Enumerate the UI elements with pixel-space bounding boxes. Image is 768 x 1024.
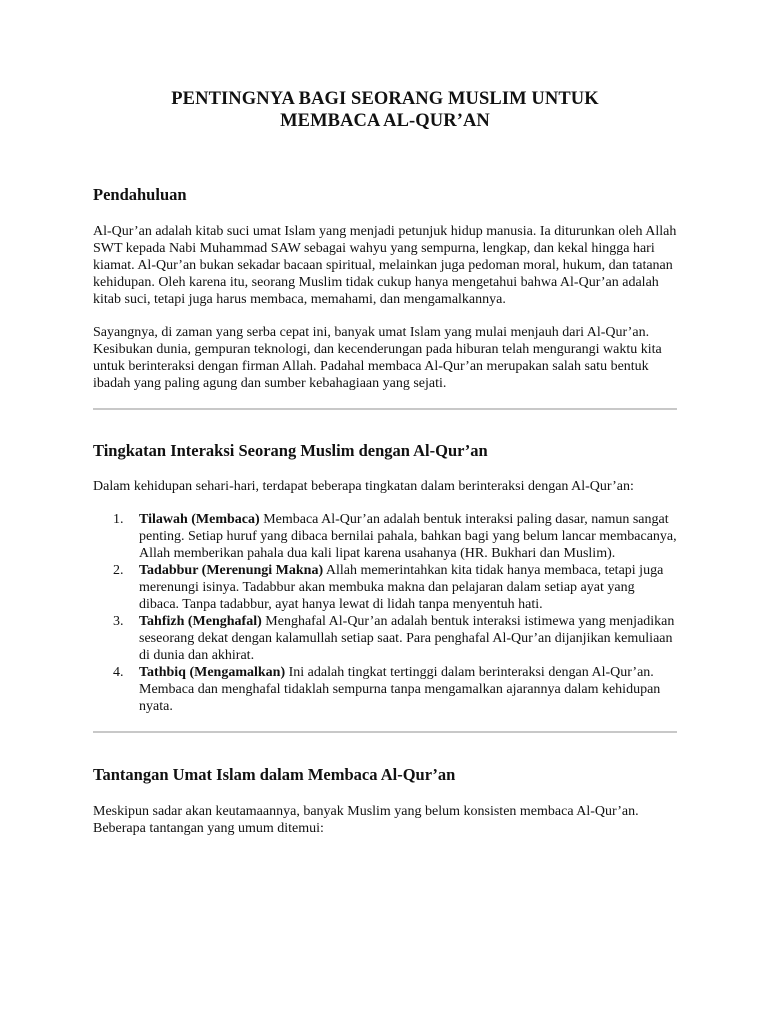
list-number: 4.	[113, 665, 124, 680]
list-text: Allah memerintahkan kita tidak hanya membaca, tetapi juga merenungi isinya. Tadabbur akan membuka makna dan pelajaran dalam setiap ayat yang dibaca. Tanpa tadabbur, ayat hanya lewat di lidah tanpa menyentuh hati.	[139, 563, 664, 612]
list-item	[93, 613, 677, 664]
list-term: Tilawah (Membaca)	[139, 512, 260, 527]
paragraph-tantangan-intro: Meskipun sadar akan keutamaannya, banyak Muslim yang belum konsisten membaca Al-Qur’an. Beberapa tantangan yang umum ditemui:	[93, 804, 639, 836]
list-number: 2.	[113, 563, 124, 578]
paragraph-intro-1: Al-Qur’an adalah kitab suci umat Islam yang menjadi petunjuk hidup manusia. Ia diturunkan oleh Allah SWT kepada Nabi Muhammad SAW sebagai wahyu yang sempurna, lengkap, dan kekal hingga hari kiamat. Al-Qur’an bukan sekadar bacaan spiritual, melainkan juga pedoman moral, hukum, dan tatanan kehidupan. Oleh karena itu, seorang Muslim tidak cukup hanya mengetahui bahwa Al-Qur’an adalah kitab suci, tetapi juga harus membaca, memahami, dan mengamalkannya.	[93, 224, 677, 307]
paragraph-tingkatan-intro: Dalam kehidupan sehari-hari, terdapat beberapa tingkatan dalam berinteraksi dengan Al-Qur’an:	[93, 479, 634, 494]
document-title	[93, 88, 677, 132]
tingkatan-list	[93, 511, 677, 715]
list-text: Ini adalah tingkat tertinggi dalam berinteraksi dengan Al-Qur’an. Membaca dan menghafal tidaklah sempurna tanpa mengamalkan ajarannya dalam kehidupan nyata.	[139, 665, 661, 714]
title-line-2: MEMBACA AL-QUR’AN	[280, 111, 490, 131]
heading-pendahuluan: Pendahuluan	[93, 185, 187, 204]
list-text: Membaca Al-Qur’an adalah bentuk interaksi paling dasar, namun sangat penting. Setiap huruf yang dibaca bernilai pahala, bahkan bagi yang belum lancar membacanya, Allah memberikan pahala dua kali lipat karena usahanya (HR. Bukhari dan Muslim).	[139, 512, 677, 561]
list-text: Menghafal Al-Qur’an adalah bentuk interaksi istimewa yang menjadikan seseorang dekat dengan kalamullah setiap saat. Para penghafal Al-Qur’an dijanjikan kemuliaan di dunia dan akhirat.	[139, 614, 675, 663]
list-item	[93, 562, 677, 613]
list-number: 3.	[113, 614, 124, 629]
section-divider	[93, 731, 677, 733]
title-line-1: PENTINGNYA BAGI SEORANG MUSLIM UNTUK	[171, 89, 599, 109]
section-divider	[93, 408, 677, 410]
heading-tingkatan: Tingkatan Interaksi Seorang Muslim dengan Al-Qur’an	[93, 441, 488, 460]
list-number: 1.	[113, 512, 124, 527]
list-item	[93, 511, 677, 562]
list-item	[93, 664, 677, 715]
heading-tantangan: Tantangan Umat Islam dalam Membaca Al-Qur’an	[93, 765, 456, 784]
document-body	[93, 88, 677, 837]
paragraph-intro-2: Sayangnya, di zaman yang serba cepat ini, banyak umat Islam yang mulai menjauh dari Al-Qur’an. Kesibukan dunia, gempuran teknologi, dan kecenderungan pada hiburan telah mengurangi waktu kita untuk berinteraksi dengan firman Allah. Padahal membaca Al-Qur’an merupakan salah satu bentuk ibadah yang paling agung dan sumber kebahagiaan yang sejati.	[93, 325, 662, 391]
list-term: Tahfizh (Menghafal)	[139, 614, 262, 629]
list-term: Tathbiq (Mengamalkan)	[139, 665, 286, 680]
list-term: Tadabbur (Merenungi Makna)	[139, 563, 324, 578]
